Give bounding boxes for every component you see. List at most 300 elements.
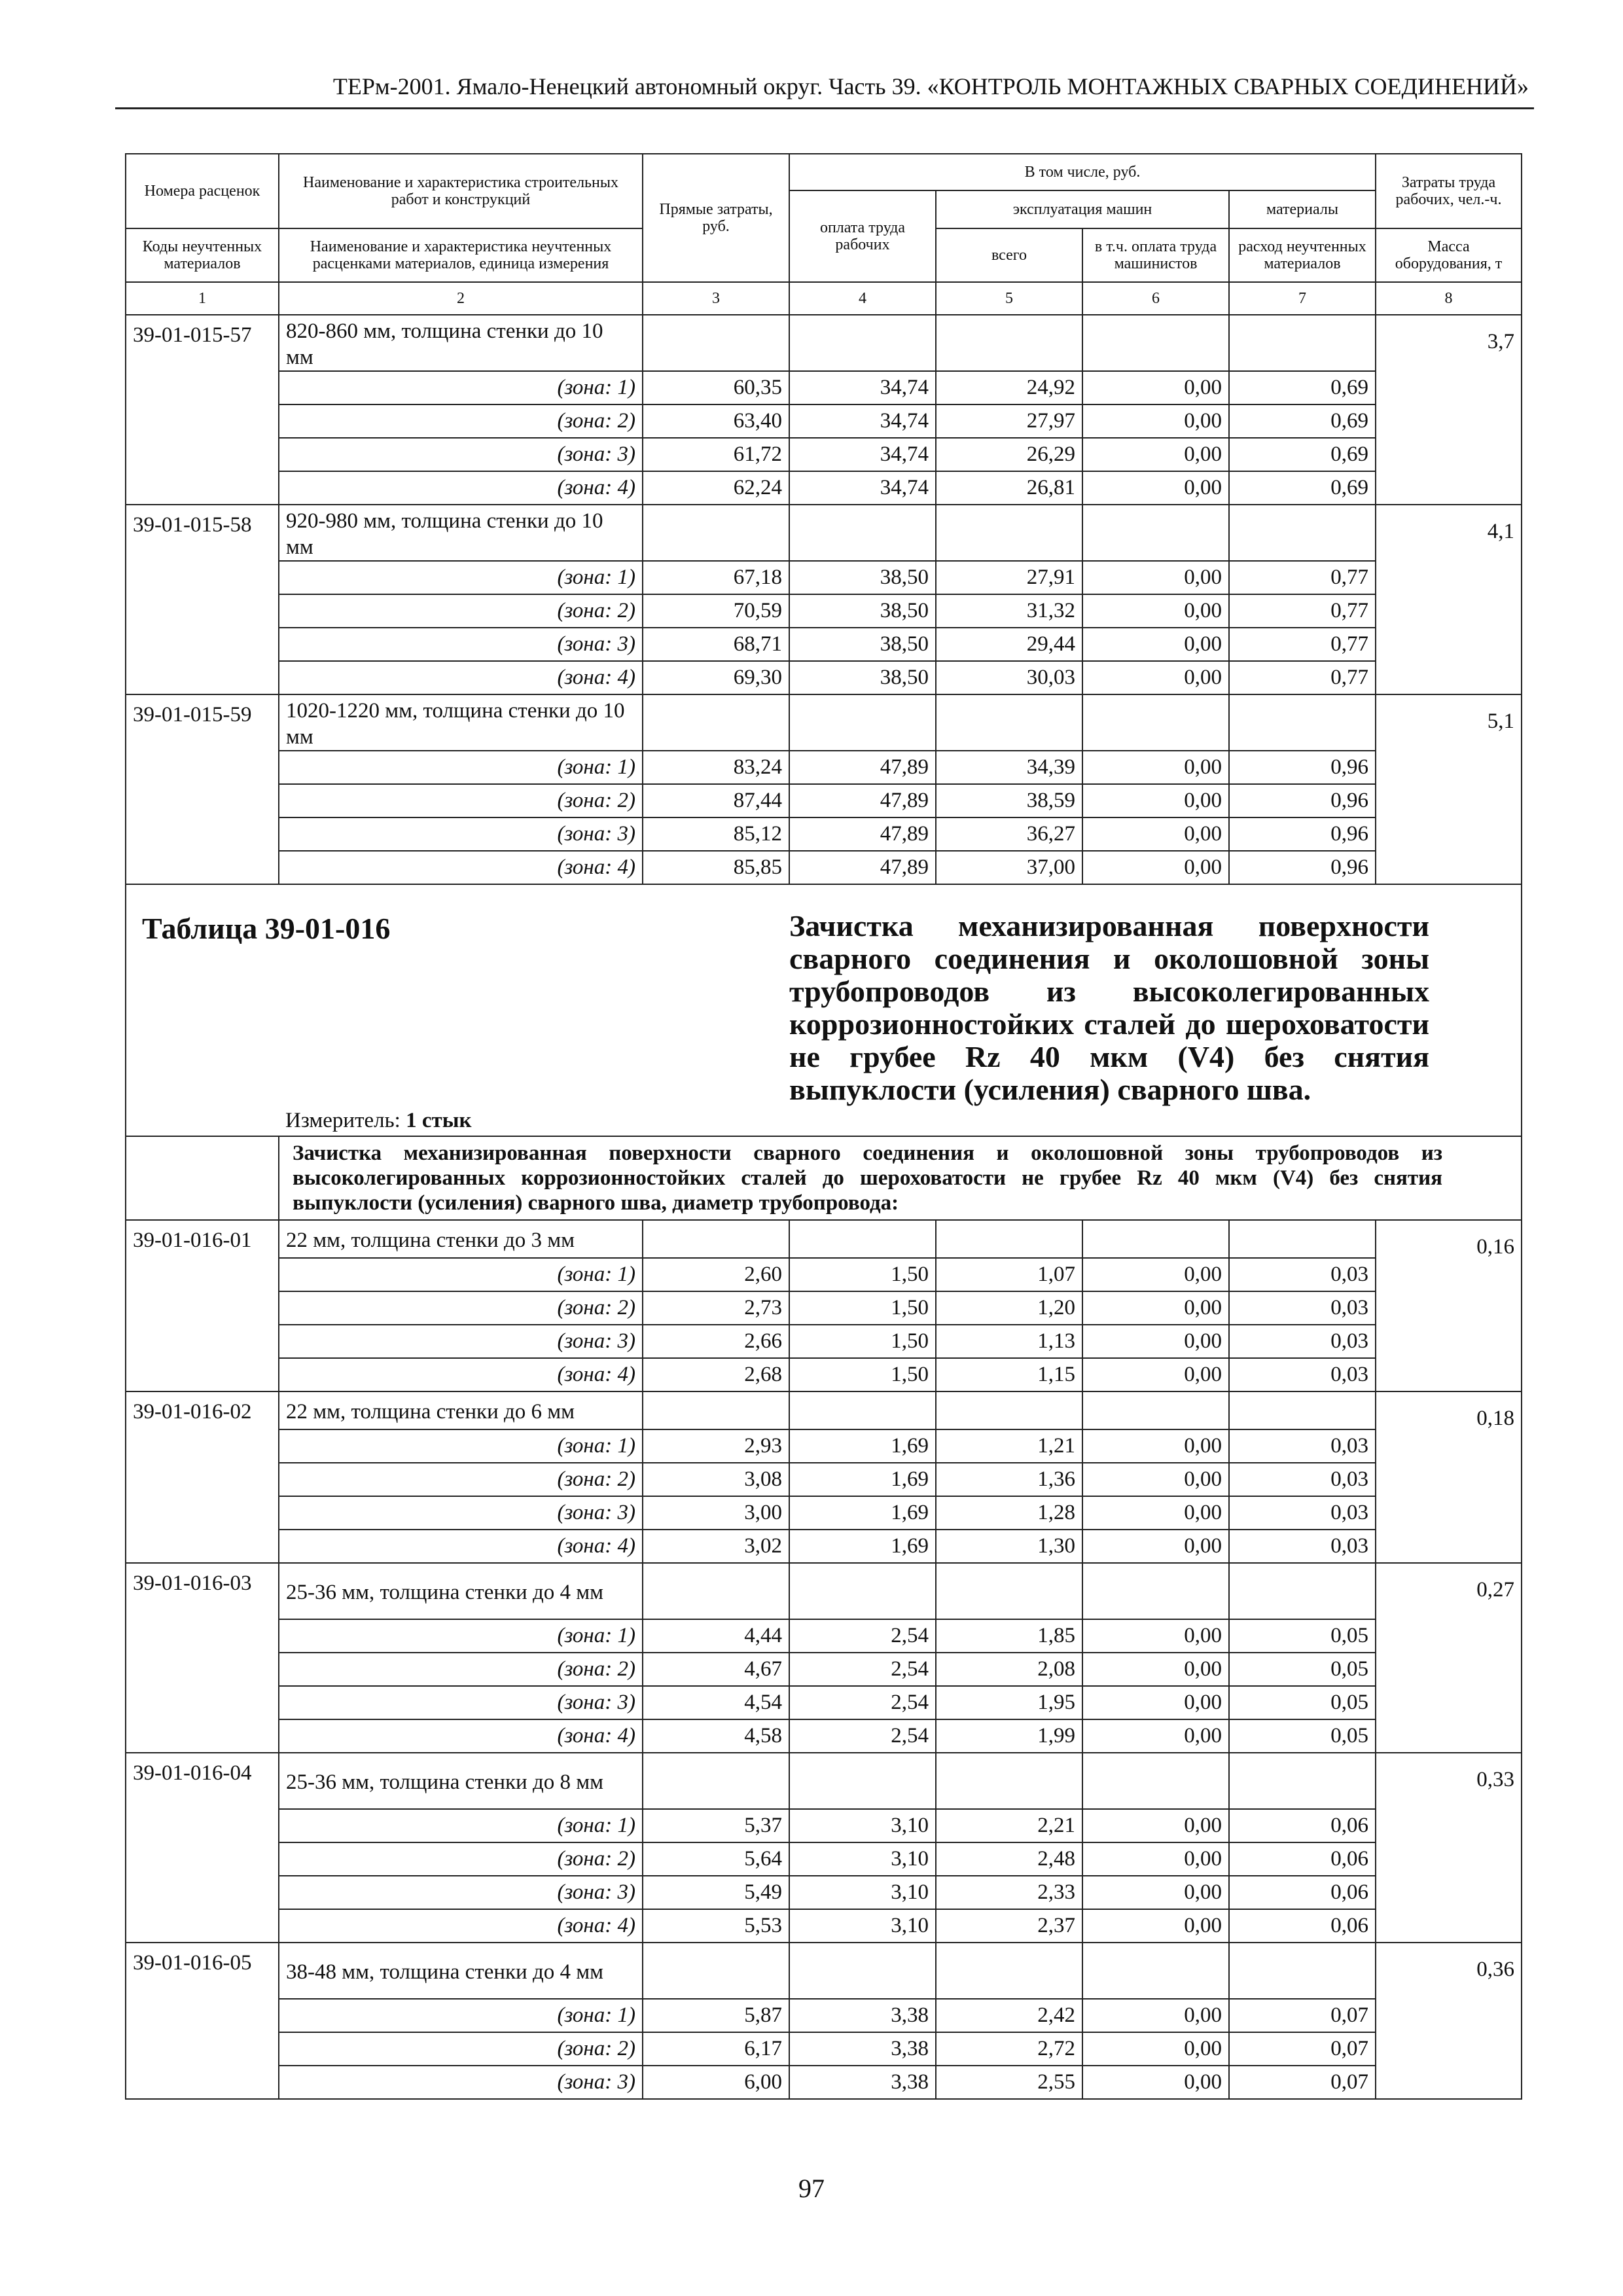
col-header-3: Прямые затраты, руб. <box>643 154 789 282</box>
value-cell: 2,72 <box>936 2032 1082 2066</box>
meter-label: Измеритель: <box>285 1109 401 1132</box>
value-cell: 38,50 <box>789 594 936 628</box>
empty-cell <box>1229 1391 1376 1429</box>
col-header-7: расход неучтенных материалов <box>1229 228 1376 282</box>
value-cell: 5,37 <box>643 1809 789 1842</box>
zone-label: (зона: 2) <box>279 594 643 628</box>
value-cell: 36,27 <box>936 817 1082 851</box>
value-cell: 0,03 <box>1229 1325 1376 1358</box>
zone-row <box>126 784 1522 817</box>
value-cell: 26,29 <box>936 438 1082 471</box>
value-cell: 6,00 <box>643 2066 789 2099</box>
header-row-1 <box>126 154 1522 190</box>
value-cell: 38,50 <box>789 661 936 694</box>
value-cell: 0,96 <box>1229 784 1376 817</box>
zone-row <box>126 1909 1522 1943</box>
zone-row <box>126 1842 1522 1876</box>
value-cell: 0,00 <box>1082 1619 1229 1653</box>
value-cell: 3,10 <box>789 1809 936 1842</box>
empty-cell <box>126 1106 279 1136</box>
value-cell: 70,59 <box>643 594 789 628</box>
value-cell: 0,00 <box>1082 751 1229 784</box>
value-cell: 0,03 <box>1229 1429 1376 1463</box>
zone-label: (зона: 1) <box>279 1999 643 2032</box>
table-row <box>126 1391 1522 1429</box>
item-title: 25-36 мм, толщина стенки до 4 мм <box>279 1563 643 1619</box>
empty-cell <box>1082 315 1229 371</box>
zone-row <box>126 1530 1522 1563</box>
value-cell: 0,00 <box>1082 471 1229 505</box>
value-cell: 0,96 <box>1229 751 1376 784</box>
value-cell: 63,40 <box>643 404 789 438</box>
empty-cell <box>1082 694 1229 751</box>
empty-cell <box>1229 1943 1376 1999</box>
zone-label: (зона: 1) <box>279 371 643 404</box>
value-cell: 0,77 <box>1229 661 1376 694</box>
value-cell: 0,00 <box>1082 1530 1229 1563</box>
labor-cost: 4,1 <box>1376 505 1522 694</box>
zone-label: (зона: 3) <box>279 1686 643 1719</box>
value-cell: 47,89 <box>789 784 936 817</box>
value-cell: 1,15 <box>936 1358 1082 1391</box>
rate-code: 39-01-015-58 <box>126 505 279 694</box>
item-title: 38-48 мм, толщина стенки до 4 мм <box>279 1943 643 1999</box>
empty-cell <box>1082 1220 1229 1258</box>
value-cell: 0,07 <box>1229 2032 1376 2066</box>
value-cell: 2,33 <box>936 1876 1082 1909</box>
value-cell: 1,28 <box>936 1496 1082 1530</box>
value-cell: 0,00 <box>1082 594 1229 628</box>
item-title: 22 мм, толщина стенки до 6 мм <box>279 1391 643 1429</box>
item-title: 22 мм, толщина стенки до 3 мм <box>279 1220 643 1258</box>
rate-code: 39-01-015-57 <box>126 315 279 505</box>
empty-cell <box>936 1391 1082 1429</box>
empty-cell <box>643 1563 789 1619</box>
value-cell: 29,44 <box>936 628 1082 661</box>
value-cell: 3,00 <box>643 1496 789 1530</box>
value-cell: 27,97 <box>936 404 1082 438</box>
table-row <box>126 505 1522 561</box>
empty-cell <box>936 1943 1082 1999</box>
value-cell: 2,37 <box>936 1909 1082 1943</box>
table-description: Зачистка механизированная поверхности сварного соединения и околошовной зоны трубопроводов из высоколегированных коррозионностойких сталей до шероховатости не грубее Rz 40 мкм (V4) без снятия выпуклости (усиления) сварного шва, диаметр трубопровода: <box>279 1136 1522 1220</box>
value-cell: 2,55 <box>936 2066 1082 2099</box>
empty-cell <box>1082 1391 1229 1429</box>
meter <box>279 1106 1522 1136</box>
value-cell: 34,74 <box>789 404 936 438</box>
empty-cell <box>1082 1753 1229 1809</box>
empty-cell <box>1229 1753 1376 1809</box>
value-cell: 0,96 <box>1229 817 1376 851</box>
value-cell: 0,03 <box>1229 1291 1376 1325</box>
rate-code: 39-01-016-03 <box>126 1563 279 1753</box>
col-number: 8 <box>1376 282 1522 315</box>
zone-label: (зона: 4) <box>279 661 643 694</box>
col-header-8a: Затраты труда рабочих, чел.-ч. <box>1376 154 1522 228</box>
value-cell: 1,69 <box>789 1429 936 1463</box>
value-cell: 1,99 <box>936 1719 1082 1753</box>
value-cell: 2,73 <box>643 1291 789 1325</box>
value-cell: 83,24 <box>643 751 789 784</box>
empty-cell <box>1082 1563 1229 1619</box>
rate-code: 39-01-016-01 <box>126 1220 279 1391</box>
zone-row <box>126 1619 1522 1653</box>
empty-cell <box>789 694 936 751</box>
zone-label: (зона: 3) <box>279 817 643 851</box>
value-cell: 1,50 <box>789 1258 936 1291</box>
value-cell: 1,20 <box>936 1291 1082 1325</box>
zone-row <box>126 1719 1522 1753</box>
zone-row <box>126 438 1522 471</box>
zone-label: (зона: 2) <box>279 1653 643 1686</box>
empty-cell <box>936 1563 1082 1619</box>
value-cell: 30,03 <box>936 661 1082 694</box>
value-cell: 0,00 <box>1082 1842 1229 1876</box>
zone-label: (зона: 2) <box>279 2032 643 2066</box>
col-header-5: всего <box>936 228 1082 282</box>
zone-row <box>126 1809 1522 1842</box>
value-cell: 87,44 <box>643 784 789 817</box>
meter-row <box>126 1106 1522 1136</box>
value-cell: 0,06 <box>1229 1876 1376 1909</box>
value-cell: 67,18 <box>643 561 789 594</box>
zone-row <box>126 751 1522 784</box>
value-cell: 0,06 <box>1229 1909 1376 1943</box>
value-cell: 0,00 <box>1082 817 1229 851</box>
value-cell: 69,30 <box>643 661 789 694</box>
value-cell: 38,50 <box>789 628 936 661</box>
value-cell: 26,81 <box>936 471 1082 505</box>
zone-row <box>126 851 1522 884</box>
table-title: Зачистка механизированная поверхности сварного соединения и околошовной зоны трубопроводов из высоколегированных коррозионностойких сталей до шероховатости не грубее Rz 40 мкм (V4) без снятия выпуклости (усиления) сварного шва. <box>789 884 1522 1106</box>
value-cell: 24,92 <box>936 371 1082 404</box>
zone-row <box>126 1291 1522 1325</box>
value-cell: 0,00 <box>1082 2032 1229 2066</box>
zone-label: (зона: 3) <box>279 438 643 471</box>
value-cell: 0,00 <box>1082 1686 1229 1719</box>
value-cell: 0,06 <box>1229 1842 1376 1876</box>
running-header-text: ТЕРм-2001. Ямало-Ненецкий автономный округ. Часть 39. «КОНТРОЛЬ МОНТАЖНЫХ СВАРНЫХ СОЕДИНЕНИЙ» <box>332 73 1529 99</box>
zone-row <box>126 1429 1522 1463</box>
value-cell: 1,36 <box>936 1463 1082 1496</box>
table-row <box>126 1220 1522 1258</box>
empty-cell <box>789 1943 936 1999</box>
value-cell: 0,00 <box>1082 1999 1229 2032</box>
rate-code: 39-01-016-04 <box>126 1753 279 1943</box>
zone-row <box>126 1999 1522 2032</box>
item-title: 1020-1220 мм, толщина стенки до 10 мм <box>279 694 643 751</box>
value-cell: 47,89 <box>789 851 936 884</box>
value-cell: 1,30 <box>936 1530 1082 1563</box>
meter-value: 1 стык <box>406 1109 472 1132</box>
value-cell: 5,49 <box>643 1876 789 1909</box>
zone-row <box>126 1258 1522 1291</box>
value-cell: 3,10 <box>789 1876 936 1909</box>
zone-row <box>126 561 1522 594</box>
value-cell: 0,77 <box>1229 628 1376 661</box>
table-row <box>126 694 1522 751</box>
value-cell: 0,00 <box>1082 1496 1229 1530</box>
value-cell: 0,00 <box>1082 1463 1229 1496</box>
value-cell: 1,50 <box>789 1358 936 1391</box>
value-cell: 4,54 <box>643 1686 789 1719</box>
labor-cost: 0,36 <box>1376 1943 1522 2099</box>
value-cell: 47,89 <box>789 751 936 784</box>
value-cell: 3,38 <box>789 2032 936 2066</box>
labor-cost: 0,27 <box>1376 1563 1522 1753</box>
rate-code: 39-01-015-59 <box>126 694 279 884</box>
item-title: 920-980 мм, толщина стенки до 10 мм <box>279 505 643 561</box>
zone-label: (зона: 1) <box>279 1619 643 1653</box>
value-cell: 0,00 <box>1082 784 1229 817</box>
value-cell: 1,69 <box>789 1463 936 1496</box>
value-cell: 0,00 <box>1082 1429 1229 1463</box>
value-cell: 0,69 <box>1229 471 1376 505</box>
zone-row <box>126 1463 1522 1496</box>
table-row <box>126 1563 1522 1619</box>
empty-cell <box>789 505 936 561</box>
value-cell: 0,00 <box>1082 628 1229 661</box>
table-row <box>126 315 1522 371</box>
labor-cost: 3,7 <box>1376 315 1522 505</box>
value-cell: 2,42 <box>936 1999 1082 2032</box>
zone-label: (зона: 2) <box>279 1842 643 1876</box>
value-cell: 3,10 <box>789 1909 936 1943</box>
value-cell: 4,67 <box>643 1653 789 1686</box>
zone-row <box>126 628 1522 661</box>
col-number: 6 <box>1082 282 1229 315</box>
zone-row <box>126 1496 1522 1530</box>
value-cell: 34,74 <box>789 438 936 471</box>
zone-label: (зона: 1) <box>279 1429 643 1463</box>
zone-label: (зона: 2) <box>279 404 643 438</box>
value-cell: 0,00 <box>1082 2066 1229 2099</box>
empty-cell <box>936 315 1082 371</box>
zone-row <box>126 404 1522 438</box>
value-cell: 0,00 <box>1082 1719 1229 1753</box>
empty-cell <box>643 1753 789 1809</box>
value-cell: 0,00 <box>1082 1258 1229 1291</box>
value-cell: 0,77 <box>1229 561 1376 594</box>
empty-cell <box>1082 505 1229 561</box>
col-number: 5 <box>936 282 1082 315</box>
zone-label: (зона: 2) <box>279 1291 643 1325</box>
zone-label: (зона: 1) <box>279 1809 643 1842</box>
empty-cell <box>789 315 936 371</box>
value-cell: 0,03 <box>1229 1463 1376 1496</box>
zone-row <box>126 2066 1522 2099</box>
value-cell: 0,05 <box>1229 1686 1376 1719</box>
zone-label: (зона: 1) <box>279 561 643 594</box>
price-table <box>125 153 1522 2100</box>
value-cell: 2,66 <box>643 1325 789 1358</box>
empty-cell <box>936 1753 1082 1809</box>
column-number-row <box>126 282 1522 315</box>
value-cell: 2,54 <box>789 1719 936 1753</box>
value-cell: 27,91 <box>936 561 1082 594</box>
table-row <box>126 1753 1522 1809</box>
empty-cell <box>643 694 789 751</box>
value-cell: 5,64 <box>643 1842 789 1876</box>
value-cell: 6,17 <box>643 2032 789 2066</box>
value-cell: 0,06 <box>1229 1809 1376 1842</box>
value-cell: 1,85 <box>936 1619 1082 1653</box>
col-header-6: в т.ч. оплата труда машинистов <box>1082 228 1229 282</box>
zone-label: (зона: 3) <box>279 1325 643 1358</box>
value-cell: 0,00 <box>1082 1325 1229 1358</box>
value-cell: 0,00 <box>1082 1876 1229 1909</box>
zone-label: (зона: 2) <box>279 784 643 817</box>
value-cell: 3,02 <box>643 1530 789 1563</box>
value-cell: 5,53 <box>643 1909 789 1943</box>
value-cell: 0,05 <box>1229 1719 1376 1753</box>
empty-cell <box>643 1943 789 1999</box>
col-number: 1 <box>126 282 279 315</box>
zone-label: (зона: 4) <box>279 1719 643 1753</box>
value-cell: 0,00 <box>1082 438 1229 471</box>
table-row <box>126 1943 1522 1999</box>
value-cell: 0,00 <box>1082 404 1229 438</box>
empty-cell <box>936 1220 1082 1258</box>
value-cell: 37,00 <box>936 851 1082 884</box>
zone-label: (зона: 3) <box>279 2066 643 2099</box>
zone-label: (зона: 1) <box>279 751 643 784</box>
value-cell: 31,32 <box>936 594 1082 628</box>
zone-label: (зона: 4) <box>279 471 643 505</box>
value-cell: 2,54 <box>789 1686 936 1719</box>
col-header-2a: Наименование и характеристика строительных работ и конструкций <box>279 154 643 228</box>
labor-cost: 0,18 <box>1376 1391 1522 1563</box>
value-cell: 68,71 <box>643 628 789 661</box>
col-header-incl: В том числе, руб. <box>789 154 1376 190</box>
empty-cell <box>1082 1943 1229 1999</box>
value-cell: 62,24 <box>643 471 789 505</box>
value-cell: 0,77 <box>1229 594 1376 628</box>
value-cell: 85,85 <box>643 851 789 884</box>
value-cell: 0,05 <box>1229 1653 1376 1686</box>
value-cell: 1,50 <box>789 1325 936 1358</box>
table-heading-row <box>126 884 1522 1106</box>
zone-label: (зона: 3) <box>279 1496 643 1530</box>
value-cell: 60,35 <box>643 371 789 404</box>
empty-cell <box>789 1563 936 1619</box>
zone-row <box>126 1325 1522 1358</box>
zone-label: (зона: 1) <box>279 1258 643 1291</box>
zone-label: (зона: 3) <box>279 628 643 661</box>
empty-cell <box>789 1220 936 1258</box>
labor-cost: 0,33 <box>1376 1753 1522 1943</box>
value-cell: 38,59 <box>936 784 1082 817</box>
zone-label: (зона: 4) <box>279 851 643 884</box>
col-header-expl: эксплуатация машин <box>936 190 1229 228</box>
col-header-1b: Коды неучтенных материалов <box>126 228 279 282</box>
empty-cell <box>789 1391 936 1429</box>
item-title: 820-860 мм, толщина стенки до 10 мм <box>279 315 643 371</box>
col-number: 3 <box>643 282 789 315</box>
labor-cost: 5,1 <box>1376 694 1522 884</box>
zone-row <box>126 661 1522 694</box>
value-cell: 2,08 <box>936 1653 1082 1686</box>
value-cell: 0,69 <box>1229 371 1376 404</box>
value-cell: 2,60 <box>643 1258 789 1291</box>
value-cell: 0,00 <box>1082 851 1229 884</box>
value-cell: 2,54 <box>789 1619 936 1653</box>
value-cell: 61,72 <box>643 438 789 471</box>
value-cell: 0,07 <box>1229 1999 1376 2032</box>
empty-cell <box>789 1753 936 1809</box>
zone-row <box>126 1653 1522 1686</box>
value-cell: 3,08 <box>643 1463 789 1496</box>
table-label: Таблица 39-01-016 <box>126 884 789 1106</box>
empty-cell <box>1229 315 1376 371</box>
value-cell: 2,48 <box>936 1842 1082 1876</box>
value-cell: 1,69 <box>789 1530 936 1563</box>
col-header-mat: материалы <box>1229 190 1376 228</box>
rate-code: 39-01-016-05 <box>126 1943 279 2099</box>
value-cell: 4,58 <box>643 1719 789 1753</box>
zone-row <box>126 594 1522 628</box>
empty-cell <box>936 694 1082 751</box>
empty-cell <box>643 1391 789 1429</box>
value-cell: 0,69 <box>1229 438 1376 471</box>
value-cell: 0,00 <box>1082 561 1229 594</box>
value-cell: 0,69 <box>1229 404 1376 438</box>
value-cell: 47,89 <box>789 817 936 851</box>
value-cell: 0,03 <box>1229 1358 1376 1391</box>
value-cell: 2,93 <box>643 1429 789 1463</box>
value-cell: 2,54 <box>789 1653 936 1686</box>
value-cell: 1,50 <box>789 1291 936 1325</box>
value-cell: 2,68 <box>643 1358 789 1391</box>
value-cell: 0,03 <box>1229 1258 1376 1291</box>
value-cell: 1,21 <box>936 1429 1082 1463</box>
value-cell: 34,39 <box>936 751 1082 784</box>
value-cell: 0,96 <box>1229 851 1376 884</box>
value-cell: 34,74 <box>789 371 936 404</box>
zone-row <box>126 1358 1522 1391</box>
value-cell: 0,00 <box>1082 371 1229 404</box>
empty-cell <box>643 315 789 371</box>
value-cell: 0,03 <box>1229 1496 1376 1530</box>
item-title: 25-36 мм, толщина стенки до 8 мм <box>279 1753 643 1809</box>
value-cell: 1,95 <box>936 1686 1082 1719</box>
value-cell: 3,38 <box>789 2066 936 2099</box>
value-cell: 0,00 <box>1082 1909 1229 1943</box>
col-header-1a: Номера расценок <box>126 154 279 228</box>
value-cell: 38,50 <box>789 561 936 594</box>
value-cell: 0,00 <box>1082 1653 1229 1686</box>
zone-row <box>126 371 1522 404</box>
running-header <box>115 65 1534 109</box>
empty-cell <box>1229 1563 1376 1619</box>
empty-cell <box>936 505 1082 561</box>
labor-cost: 0,16 <box>1376 1220 1522 1391</box>
zone-row <box>126 2032 1522 2066</box>
col-number: 4 <box>789 282 936 315</box>
zone-label: (зона: 4) <box>279 1530 643 1563</box>
rate-code: 39-01-016-02 <box>126 1391 279 1563</box>
empty-cell <box>1229 694 1376 751</box>
value-cell: 2,21 <box>936 1809 1082 1842</box>
col-number: 2 <box>279 282 643 315</box>
value-cell: 0,07 <box>1229 2066 1376 2099</box>
empty-cell <box>1229 1220 1376 1258</box>
page-number: 97 <box>798 2174 825 2203</box>
col-number: 7 <box>1229 282 1376 315</box>
value-cell: 85,12 <box>643 817 789 851</box>
col-header-8b: Масса оборудования, т <box>1376 228 1522 282</box>
description-row <box>126 1136 1522 1220</box>
